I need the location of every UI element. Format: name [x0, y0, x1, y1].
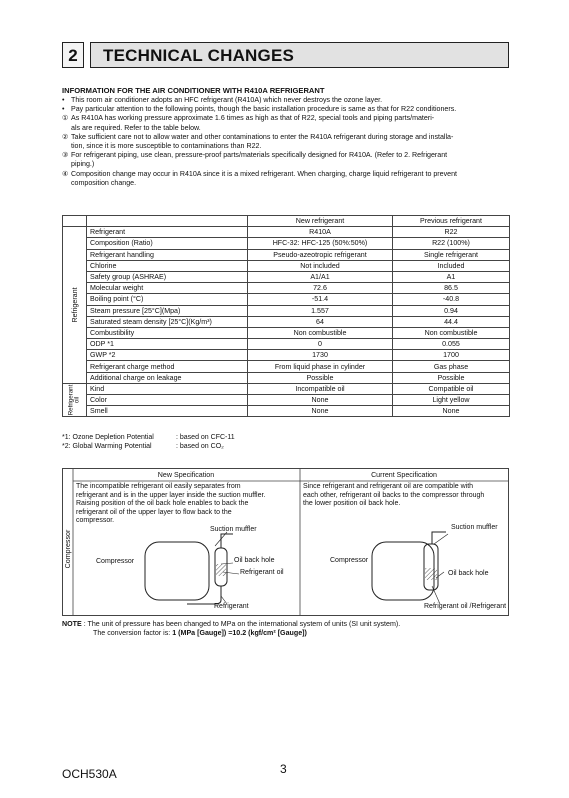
current-spec-compressor-diagram — [300, 520, 508, 614]
row-item-cell: Combustibility — [87, 327, 248, 338]
intro-line-text: piping.) — [71, 160, 95, 169]
header-previous-refrigerant: Previous refrigerant — [393, 216, 510, 227]
row-previous-cell: R22 — [393, 227, 510, 238]
row-previous-cell: 0.94 — [393, 305, 510, 316]
row-item-cell: GWP *2 — [87, 350, 248, 361]
row-previous-cell: -40.8 — [393, 294, 510, 305]
row-new-cell: Incompatible oil — [248, 383, 393, 394]
new-spec-header: New Specification — [157, 471, 215, 479]
intro-line — [62, 124, 512, 133]
group-refrigerant-oil-text — [68, 385, 81, 416]
intro-line-text: tion, since it is more susceptible to contaminations than R22. — [71, 142, 262, 151]
footnotes — [62, 433, 235, 452]
row-item-cell: Color — [87, 395, 248, 406]
row-item-cell: Safety group (ASHRAE) — [87, 271, 248, 282]
intro-line-marker: • — [62, 96, 65, 104]
row-new-cell: 1730 — [248, 350, 393, 361]
table-row — [63, 305, 510, 316]
row-previous-cell: 1700 — [393, 350, 510, 361]
row-previous-cell: Light yellow — [393, 395, 510, 406]
intro-line — [62, 96, 512, 105]
current-spec-description: Since refrigerant and refrigerant oil are compatible with each other, refrigerant oil backs to the compressor through the lower position oil back hole. — [303, 483, 485, 508]
row-previous-cell: None — [393, 406, 510, 417]
new-spec-compressor-diagram — [75, 520, 297, 614]
table-row — [63, 339, 510, 350]
table-row — [63, 361, 510, 372]
intro-line — [62, 179, 512, 188]
row-new-cell: R410A — [248, 227, 393, 238]
row-item-cell: ODP *1 — [87, 339, 248, 350]
table-header-row — [63, 216, 510, 227]
intro-heading: INFORMATION FOR THE AIR CONDITIONER WITH R410A REFRIGERANT — [62, 86, 325, 95]
label-current-compressor: Compressor — [330, 557, 369, 564]
footnote-odp: *1: Ozone Depletion Potential : based on CFC-11 — [62, 434, 235, 441]
row-previous-cell: Gas phase — [393, 361, 510, 372]
row-item-cell: Boiling point (°C) — [87, 294, 248, 305]
row-new-cell: Not included — [248, 260, 393, 271]
table-row — [63, 283, 510, 294]
label-suction-muffler: Suction muffler — [210, 526, 257, 533]
header-new-refrigerant: New refrigerant — [248, 216, 393, 227]
row-new-cell: Non combustible — [248, 327, 393, 338]
label-current-refrigerant-oil: Refrigerant oil /Refrigerant — [424, 603, 507, 610]
row-item-cell: Additional charge on leakage — [87, 372, 248, 383]
page-number: 3 — [280, 762, 287, 776]
table-row — [63, 372, 510, 383]
intro-line-marker: ④ — [62, 169, 69, 178]
intro-line-marker: • — [62, 105, 65, 114]
table-row — [63, 227, 510, 238]
table-row — [63, 350, 510, 361]
section-number: 2 — [62, 42, 84, 68]
unit-note: NOTE : The unit of pressure has been changed to MPa on the international system of units (SI unit system). The conversion factor is: 1 (MPa [Gauge]) =10.2 (kgf/cm² [Gauge]) — [62, 620, 401, 638]
label-current-oil-back-hole: Oil back hole — [448, 570, 489, 577]
intro-line — [62, 114, 512, 123]
header-item-cell — [87, 216, 248, 227]
table-row — [63, 316, 510, 327]
row-item-cell: Composition (Ratio) — [87, 238, 248, 249]
row-previous-cell: A1 — [393, 271, 510, 282]
row-new-cell: A1/A1 — [248, 271, 393, 282]
row-new-cell: 0 — [248, 339, 393, 350]
label-current-suction-muffler: Suction muffler — [451, 524, 498, 531]
row-item-cell: Refrigerant handling — [87, 249, 248, 260]
compressor-row-label: Compressor — [63, 529, 72, 568]
row-previous-cell: 86.5 — [393, 283, 510, 294]
row-item-cell: Steam pressure [25°C](Mpa) — [87, 305, 248, 316]
note-label: NOTE — [62, 620, 82, 628]
row-item-cell: Smell — [87, 406, 248, 417]
row-new-cell: HFC-32: HFC-125 (50%:50%) — [248, 238, 393, 249]
row-previous-cell: 0.055 — [393, 339, 510, 350]
row-item-cell: Refrigerant charge method — [87, 361, 248, 372]
intro-line-text: Take sufficient care not to allow water and other contaminations to enter the R410A refrigerant during storage and installa- — [71, 132, 454, 141]
row-previous-cell: R22 (100%) — [393, 238, 510, 249]
intro-line — [62, 133, 512, 142]
label-compressor: Compressor — [96, 558, 135, 565]
row-new-cell: 1.557 — [248, 305, 393, 316]
intro-line-marker: ③ — [62, 151, 69, 160]
header-empty-cell — [63, 216, 87, 227]
intro-line-marker — [62, 142, 71, 151]
row-item-cell: Chlorine — [87, 260, 248, 271]
intro-line-marker: ② — [62, 132, 69, 141]
group-refrigerant-text: Refrigerant — [70, 287, 79, 323]
intro-line — [62, 170, 512, 179]
row-item-cell: Saturated steam density [25°C](Kg/m³) — [87, 316, 248, 327]
row-previous-cell: Possible — [393, 372, 510, 383]
intro-line — [62, 142, 512, 151]
intro-list — [62, 96, 512, 188]
row-new-cell: From liquid phase in cylinder — [248, 361, 393, 372]
intro-line — [62, 160, 512, 169]
intro-line-text: composition change. — [71, 178, 137, 187]
row-item-cell: Molecular weight — [87, 283, 248, 294]
intro-line-text: As R410A has working pressure approximate 1.6 times as high as that of R22, special tools and piping parts/materi- — [71, 114, 435, 123]
row-new-cell: 72.6 — [248, 283, 393, 294]
group-oil-line1: Refrigerant — [67, 384, 75, 416]
group-oil-line2: oil — [73, 396, 81, 404]
table-row — [63, 260, 510, 271]
refrigerant-spec-table — [62, 215, 510, 417]
footnote-gwp: *2: Global Warming Potential : based on CO₂ — [62, 443, 224, 451]
section-title: TECHNICAL CHANGES — [90, 42, 509, 68]
intro-line-text: Pay particular attention to the following points, though the basic installation procedure is same as that for R22 conditioners. — [71, 105, 457, 114]
row-new-cell: None — [248, 406, 393, 417]
table-row — [63, 327, 510, 338]
intro-line-text: For refrigerant piping, use clean, pressure-proof parts/materials specifically designed for R410A. (Refer to 2. Refrigerant — [71, 151, 448, 160]
intro-line-text: als are required. Refer to the table below. — [71, 123, 201, 132]
intro-line-text: Composition change may occur in R410A since it is a mixed refrigerant. When charging, charge liquid refrigerant to prevent — [71, 169, 458, 178]
intro-line-text: This room air conditioner adopts an HFC refrigerant (R410A) which never destroys the ozone layer. — [71, 96, 383, 104]
intro-line-marker — [62, 179, 71, 188]
table-row — [63, 395, 510, 406]
label-refrigerant-oil: Refrigerant oil — [240, 569, 284, 576]
row-new-cell: -51.4 — [248, 294, 393, 305]
table-row — [63, 271, 510, 282]
row-previous-cell: 44.4 — [393, 316, 510, 327]
row-new-cell: Possible — [248, 372, 393, 383]
group-refrigerant-label — [63, 227, 87, 384]
group-refrigerant-oil-label — [63, 383, 87, 417]
intro-line-marker: ① — [62, 114, 69, 123]
table-row — [63, 383, 510, 394]
new-spec-description: The incompatible refrigerant oil easily separates from refrigerant and is in the upper layer inside the suction muffler. Raising position of the oil back hole enables to back the refrigerant oil of the upper layer to flow back to the compressor. — [76, 483, 266, 525]
row-previous-cell: Single refrigerant — [393, 249, 510, 260]
intro-line — [62, 151, 512, 160]
label-oil-back-hole: Oil back hole — [234, 557, 275, 564]
table-row — [63, 406, 510, 417]
table-row — [63, 294, 510, 305]
row-new-cell: Pseudo-azeotropic refrigerant — [248, 249, 393, 260]
row-previous-cell: Compatible oil — [393, 383, 510, 394]
intro-line-marker — [62, 124, 71, 133]
label-refrigerant: Refrigerant — [214, 603, 249, 610]
intro-line-marker — [62, 160, 71, 169]
row-previous-cell: Included — [393, 260, 510, 271]
row-item-cell: Refrigerant — [87, 227, 248, 238]
intro-line — [62, 105, 512, 114]
row-previous-cell: Non combustible — [393, 327, 510, 338]
document-code: OCH530A — [62, 767, 117, 781]
current-spec-header: Current Specification — [371, 471, 437, 479]
row-new-cell: None — [248, 395, 393, 406]
table-row — [63, 238, 510, 249]
row-item-cell: Kind — [87, 383, 248, 394]
table-row — [63, 249, 510, 260]
row-new-cell: 64 — [248, 316, 393, 327]
